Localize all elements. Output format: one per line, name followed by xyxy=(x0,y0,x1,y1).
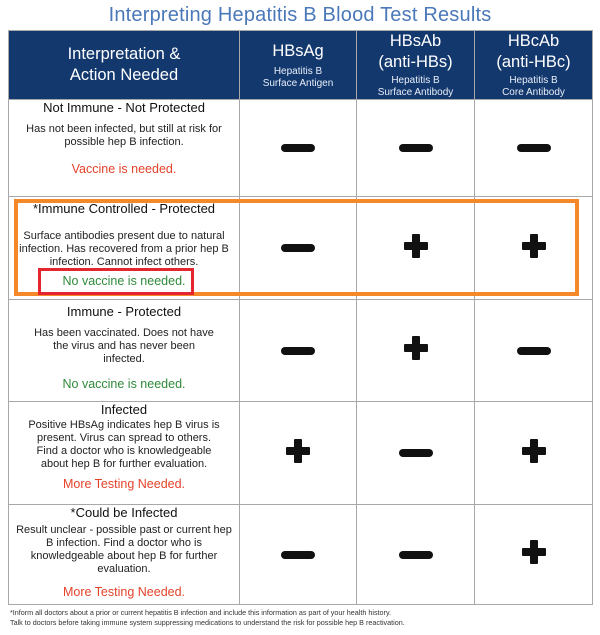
footnote-line1: *Inform all doctors about a prior or current hepatitis B infection and include this information as part of your health history. xyxy=(10,608,391,617)
result-hbsab xyxy=(357,300,475,402)
result-hbsag xyxy=(240,300,357,402)
minus-icon xyxy=(281,551,315,559)
row-action: More Testing Needed. xyxy=(62,477,186,491)
header-col-name: HBsAg xyxy=(272,41,324,60)
footnote-line2: Talk to doctors before taking immune system suppressing medications to understand the risk for possible hep B reactivation. xyxy=(10,618,405,627)
table-row xyxy=(9,197,593,300)
header-col-name2: (anti-HBc) xyxy=(496,53,571,71)
header-col-name: HBcAb xyxy=(507,32,560,50)
result-hbcab xyxy=(475,100,593,197)
minus-icon xyxy=(399,551,433,559)
header-interpretation-line2: Action Needed xyxy=(69,66,179,84)
table-row xyxy=(9,505,593,605)
minus-icon xyxy=(517,347,551,355)
header-col-name2: (anti-HBs) xyxy=(378,53,453,71)
row-text: Has been vaccinated. Does not have the virus and has never been infected. xyxy=(34,327,214,365)
row-text: Surface antibodies present due to natural infection. Has recovered from a prior hep B infection. Cannot infect others. xyxy=(19,230,229,268)
row-description xyxy=(9,300,240,402)
row-title: Not Immune - Not Protected xyxy=(43,100,205,115)
result-hbsab xyxy=(357,402,475,505)
result-hbcab xyxy=(475,402,593,505)
row-title: *Immune Controlled - Protected xyxy=(32,201,216,216)
result-hbsab xyxy=(357,100,475,197)
header-col-name: HBsAb xyxy=(389,32,442,50)
result-hbsag xyxy=(240,505,357,605)
minus-icon xyxy=(281,244,315,252)
plus-icon xyxy=(522,540,546,564)
row-title: Infected xyxy=(100,402,148,417)
row-action: No vaccine is needed. xyxy=(62,377,186,391)
row-title: Immune - Protected xyxy=(66,304,182,319)
row-description xyxy=(9,402,240,505)
result-hbsag xyxy=(240,402,357,505)
plus-icon xyxy=(522,439,546,463)
minus-icon xyxy=(399,449,433,457)
result-hbcab xyxy=(475,197,593,300)
result-hbsag xyxy=(240,100,357,197)
row-action: No vaccine is needed. xyxy=(62,274,186,288)
results-table xyxy=(8,30,593,605)
footnote xyxy=(10,608,595,628)
row-description xyxy=(9,197,240,300)
plus-icon xyxy=(286,439,310,463)
header-col-sub: Hepatitis B Surface Antigen xyxy=(262,65,334,89)
plus-icon xyxy=(404,336,428,360)
table-row xyxy=(9,300,593,402)
header-hbcab xyxy=(475,31,593,100)
row-title: *Could be Infected xyxy=(70,505,178,520)
header-col-sub: Hepatitis B Surface Antibody xyxy=(377,75,454,98)
minus-icon xyxy=(281,144,315,152)
result-hbsab xyxy=(357,197,475,300)
row-description xyxy=(9,100,240,197)
page-title: Interpreting Hepatitis B Blood Test Results xyxy=(108,4,492,26)
row-text: Positive HBsAg indicates hep B virus is present. Virus can spread to others. Find a doctor who is knowledgeable about hep B for further evaluation. xyxy=(28,419,220,470)
header-hbsag xyxy=(240,31,357,100)
header-interpretation xyxy=(9,31,240,100)
row-description xyxy=(9,505,240,605)
row-text: Result unclear - possible past or current hep B infection. Find a doctor who is knowledgeable about hep B for further evaluation. xyxy=(16,524,232,575)
result-hbcab xyxy=(475,300,593,402)
result-hbsab xyxy=(357,505,475,605)
header-row xyxy=(9,31,593,100)
row-text: Has not been infected, but still at risk for possible hep B infection. xyxy=(26,123,222,148)
result-hbsag xyxy=(240,197,357,300)
header-col-sub: Hepatitis B Core Antibody xyxy=(502,75,565,98)
header-interpretation-line1: Interpretation & xyxy=(67,45,181,63)
minus-icon xyxy=(517,144,551,152)
row-action: Vaccine is needed. xyxy=(71,162,177,176)
result-hbcab xyxy=(475,505,593,605)
plus-icon xyxy=(404,234,428,258)
plus-icon xyxy=(522,234,546,258)
table-row xyxy=(9,402,593,505)
minus-icon xyxy=(399,144,433,152)
table-row xyxy=(9,100,593,197)
header-hbsab xyxy=(357,31,475,100)
minus-icon xyxy=(281,347,315,355)
row-action: More Testing Needed. xyxy=(62,585,186,599)
